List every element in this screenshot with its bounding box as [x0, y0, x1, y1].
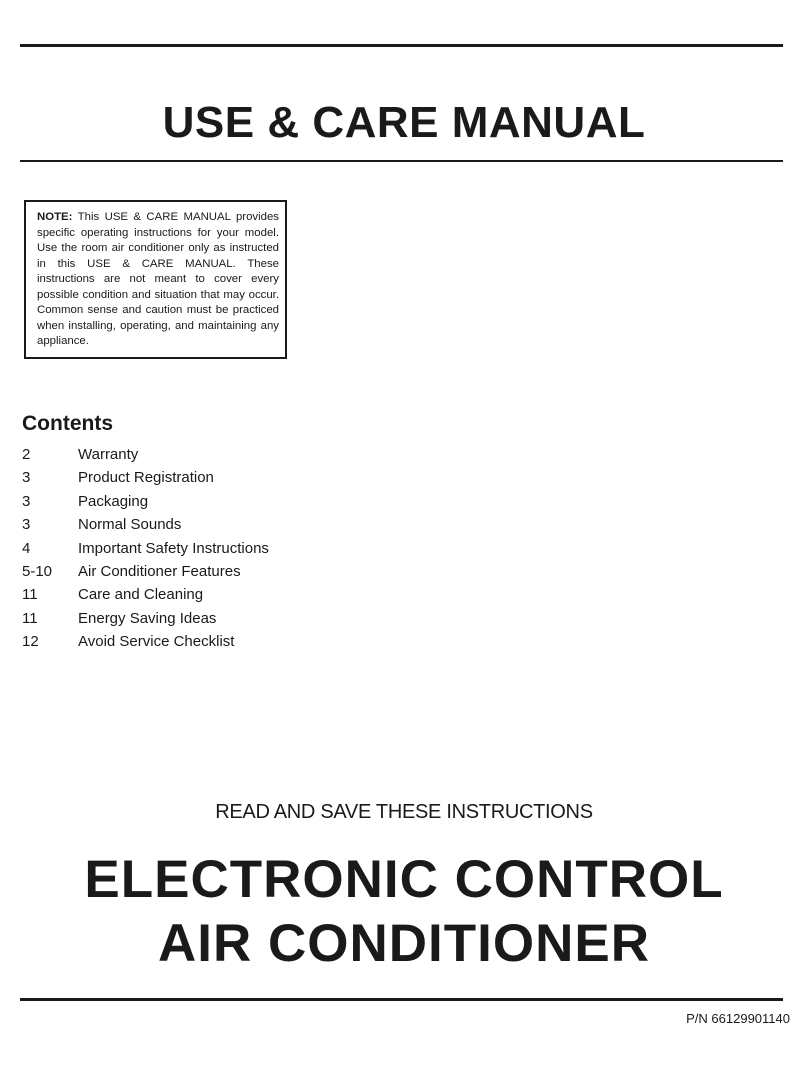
contents-item [22, 633, 269, 656]
contents-page: 11 [22, 609, 38, 627]
contents-item [22, 540, 269, 563]
contents-list [22, 446, 269, 657]
contents-page: 3 [22, 469, 31, 487]
contents-title: Normal Sounds [78, 516, 182, 534]
note-text: This USE & CARE MANUAL provides specific operating instructions for your model. Use the room air conditioner only as instructed in this USE & CARE MANUAL. These instructions are not meant to cover every possible condition and situation that may occur. Common sense and caution must be practiced when installing, operating, and maintaining any appliance. [37, 211, 280, 347]
contents-item [22, 516, 269, 539]
note-box [24, 200, 287, 359]
contents-title: Energy Saving Ideas [78, 609, 217, 627]
product-title-line1: ELECTRONIC CONTROL [84, 850, 724, 909]
contents-page: 11 [22, 586, 38, 604]
contents-title: Avoid Service Checklist [78, 633, 235, 651]
contents-item [22, 469, 269, 492]
contents-page: 12 [22, 633, 39, 651]
bottom-rule [20, 998, 783, 1001]
note-label: NOTE: [37, 211, 73, 223]
title-underline-rule [20, 160, 783, 162]
contents-item [22, 563, 269, 586]
read-save-instructions: READ AND SAVE THESE INSTRUCTIONS [215, 801, 593, 823]
top-rule [20, 44, 783, 47]
contents-item [22, 610, 269, 633]
page-title: USE & CARE MANUAL [162, 98, 646, 147]
contents-item [22, 446, 269, 469]
contents-title: Important Safety Instructions [78, 539, 269, 557]
part-number: P/N 66129901140 [686, 1011, 790, 1026]
product-title-line2: AIR CONDITIONER [158, 914, 650, 973]
contents-page: 3 [22, 516, 31, 534]
contents-page: 5-10 [22, 562, 53, 580]
contents-title: Care and Cleaning [78, 586, 204, 604]
contents-page: 3 [22, 492, 31, 510]
contents-page: 2 [22, 446, 31, 463]
contents-item [22, 586, 269, 609]
contents-heading: Contents [22, 412, 113, 435]
contents-title: Air Conditioner Features [78, 562, 241, 580]
contents-title: Warranty [78, 446, 139, 463]
contents-item [22, 493, 269, 516]
contents-title: Product Registration [78, 469, 214, 487]
contents-title: Packaging [78, 492, 149, 510]
product-title [0, 848, 808, 976]
contents-page: 4 [22, 539, 31, 557]
